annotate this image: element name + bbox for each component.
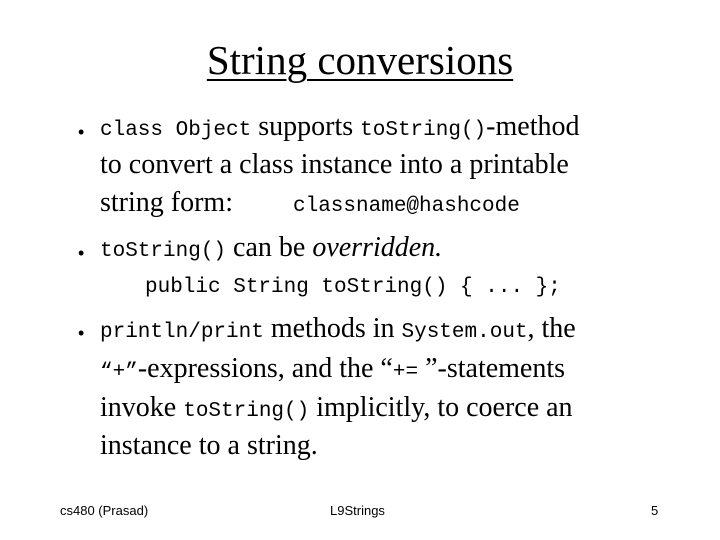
text-invoke: invoke [100, 392, 184, 423]
quote-open: “ [100, 361, 113, 384]
code-plus-equals: += [392, 361, 419, 384]
bullet-2-line-1 [100, 229, 442, 271]
text-supports: supports [251, 111, 361, 142]
text-string-form: string form: [100, 187, 233, 218]
text-overridden: overridden. [312, 232, 443, 263]
text-the: , the [527, 313, 576, 344]
bullet-3-marker: • [78, 323, 85, 343]
code-classname-hashcode: classname@hashcode [293, 195, 520, 218]
text-statements: ”-statements [418, 353, 566, 384]
code-example: public String toString() { ... }; [145, 276, 561, 299]
text-method: -method [486, 111, 580, 142]
footer-topic: L9Strings [330, 503, 385, 518]
code-println-print: println/print [100, 321, 264, 344]
quote-close: ” [125, 361, 138, 384]
slide-title: String conversions [206, 37, 514, 83]
code-plus: + [112, 361, 126, 384]
bullet-3-line-4: instance to a string. [100, 430, 318, 461]
code-class-object: class Object [100, 119, 252, 142]
code-tostring-3: toString() [183, 400, 310, 423]
bullet-1-line-3 [100, 184, 233, 222]
bullet-1-line-2: to convert a class instance into a printable [100, 149, 569, 180]
footer-author: cs480 (Prasad) [60, 503, 149, 518]
bullet-2-marker: • [78, 243, 85, 263]
footer-page-number: 5 [651, 503, 659, 518]
text-expressions: -expressions, and the “ [137, 353, 393, 384]
code-system-out: System.out [401, 321, 528, 344]
code-tostring: toString() [360, 119, 487, 142]
text-methods-in: methods in [263, 313, 402, 344]
text-can-be: can be [226, 232, 313, 263]
code-tostring-2: toString() [100, 240, 227, 263]
bullet-3-line-2 [100, 350, 565, 392]
bullet-1-line-1 [100, 108, 579, 150]
bullet-3-line-1 [100, 310, 576, 352]
bullet-1-marker: • [78, 122, 85, 142]
bullet-3-line-3 [100, 389, 573, 431]
text-implicitly: implicitly, to coerce an [309, 392, 573, 423]
